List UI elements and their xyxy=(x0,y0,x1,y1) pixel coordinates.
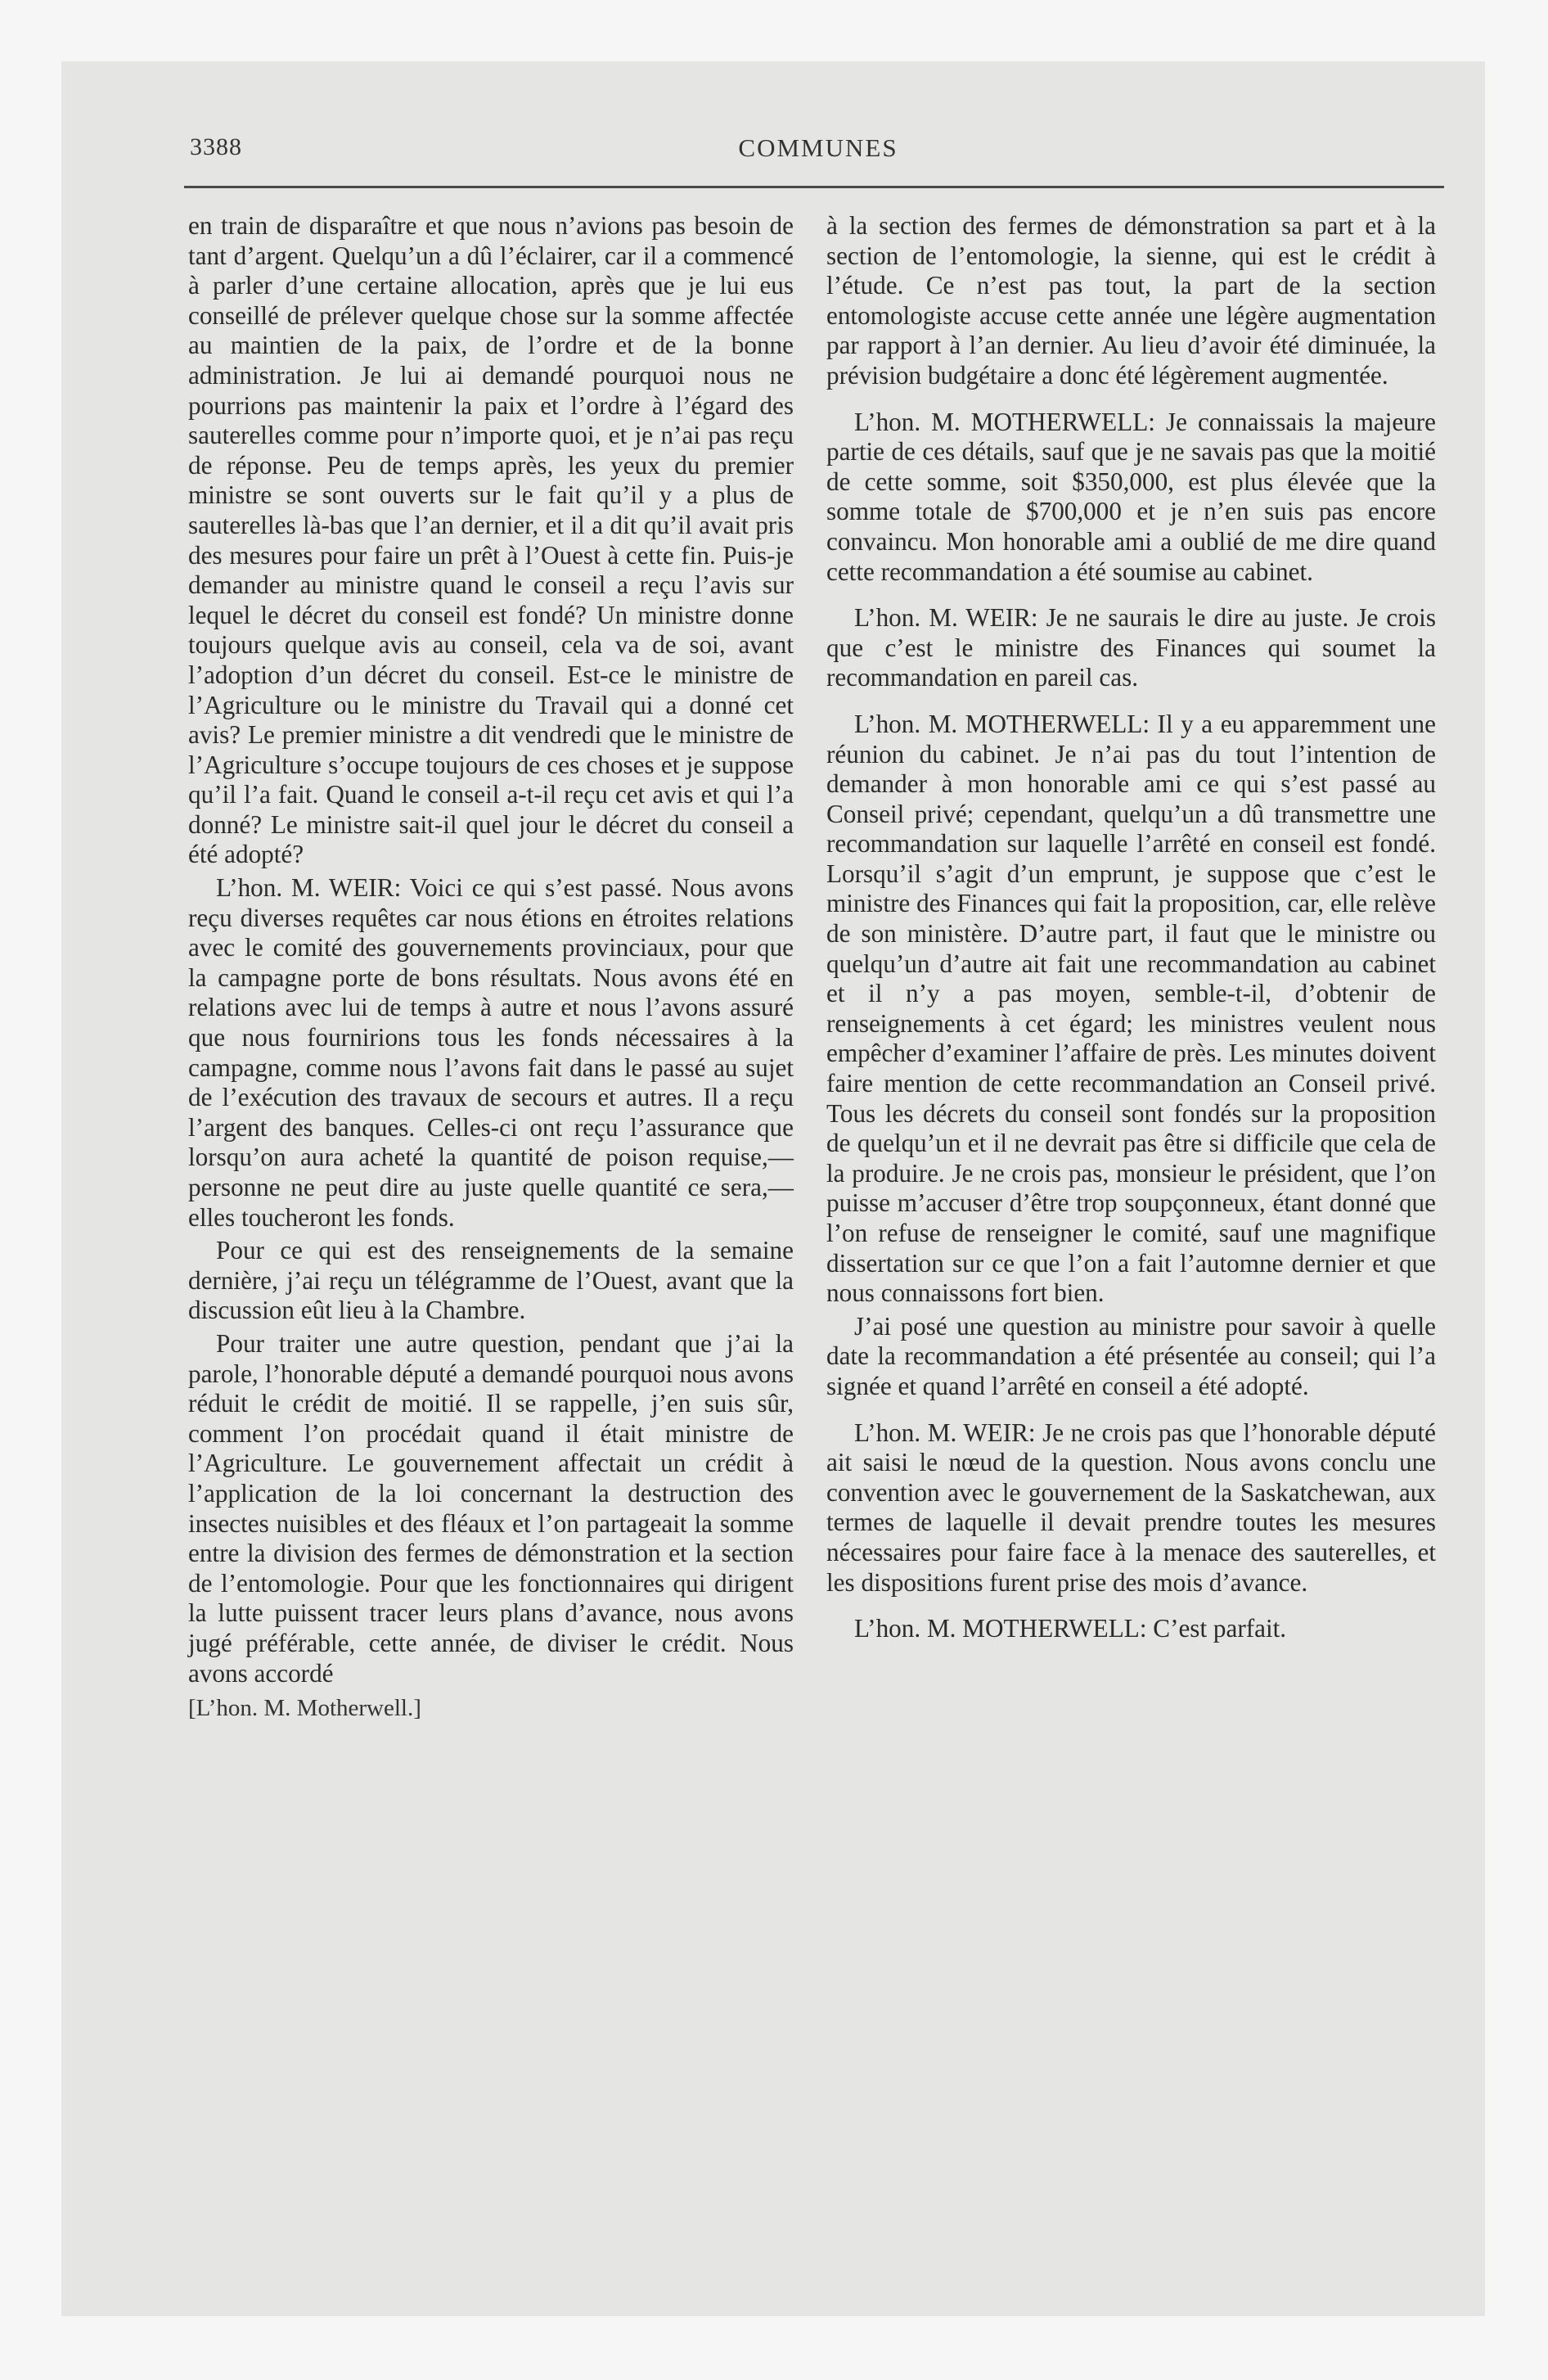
page-number: 3388 xyxy=(190,133,242,160)
right-paragraph-6: L’hon. M. WEIR: Je ne crois pas que l’honorable député ait saisi le nœud de la question. Nous avons conclu une convention avec le gouvernement de la Saskatchewan, aux termes de laquelle il devait prendre toutes les mesures nécessaires pour faire face à la menace des sauterelles, et les dispositions furent prise des mois d’avance. xyxy=(826,1418,1436,1597)
right-paragraph-2: L’hon. M. MOTHERWELL: Je connaissais la majeure partie de ces détails, sauf que je ne savais pas que la moitié de cette somme, soit $350,000, est plus élevée que la somme totale de $700,000 et je n’en suis pas encore convaincu. Mon honorable ami a oublié de me dire quand cette recommandation a été soumise au cabinet. xyxy=(826,407,1436,586)
left-column xyxy=(188,211,794,1724)
left-paragraph-2: L’hon. M. WEIR: Voici ce qui s’est passé. Nous avons reçu diverses requêtes car nous étions en étroites relations avec le comité des gouvernements provinciaux, pour que la campagne porte de bons résultats. Nous avons été en relations avec lui de temps à autre et nous l’avons assuré que nous fournirions tous les fonds nécessaires à la campagne, comme nous l’avons fait dans le passé au sujet de l’exécution des travaux de secours et autres. Il a reçu l’argent des banques. Celles-ci ont reçu l’assurance que lorsqu’on aura acheté la quantité de poison requise,—personne ne peut dire au juste quelle quantité ce sera,—elles toucheront les fonds. xyxy=(188,873,794,1232)
right-column xyxy=(826,211,1436,1644)
left-paragraph-3: Pour ce qui est des renseignements de la semaine dernière, j’ai reçu un télégramme de l’Ouest, avant que la discussion eût lieu à la Chambre. xyxy=(188,1236,794,1325)
left-paragraph-4: Pour traiter une autre question, pendant que j’ai la parole, l’honorable député a demandé pourquoi nous avons réduit le crédit de moitié. Il se rappelle, j’en suis sûr, comment l’on procédait quand il était ministre de l’Agriculture. Le gouvernement affectait un crédit à l’application de la loi concernant la destruction des insectes nuisibles et des fléaux et l’on partageait la somme entre la division des fermes de démonstration et la section de l’entomologie. Pour que les fonctionnaires qui dirigent la lutte puissent tracer leurs plans d’avance, nous avons jugé préférable, cette année, de diviser le crédit. Nous avons accordé xyxy=(188,1328,794,1688)
left-paragraph-1: en train de disparaître et que nous n’avions pas besoin de tant d’argent. Quelqu’un a dû l’éclairer, car il a commencé à parler d’une certaine allocation, après que je lui eus conseillé de prélever quelque chose sur la somme affectée au maintien de la paix, de l’ordre et de la bonne administration. Je lui ai demandé pourquoi nous ne pourrions pas maintenir la paix et l’ordre à l’égard des sauterelles comme pour n’importe quoi, et je n’ai pas reçu de réponse. Peu de temps après, les yeux du premier ministre se sont ouverts sur le fait qu’il y a plus de sauterelles là-bas que l’an dernier, et il a dit qu’il avait pris des mesures pour faire un prêt à l’Ouest à cette fin. Puis-je demander au ministre quand le conseil a reçu l’avis sur lequel le décret du conseil est fondé? Un ministre donne toujours quelque avis au conseil, cela va de soi, avant l’adoption d’un décret du conseil. Est-ce le ministre de l’Agriculture ou le ministre du Travail qui a donné cet avis? Le premier ministre a dit vendredi que le ministre de l’Agriculture s’occupe toujours de ces choses et je suppose qu’il l’a fait. Quand le conseil a-t-il reçu cet avis et qui l’a donné? Le ministre sait-il quel jour le décret du conseil a été adopté? xyxy=(188,211,794,869)
header-rule xyxy=(184,186,1444,188)
running-head: COMMUNES xyxy=(738,133,898,162)
speaker-footer-tag: [L’hon. M. Motherwell.] xyxy=(188,1695,421,1722)
right-paragraph-3: L’hon. M. WEIR: Je ne saurais le dire au juste. Je crois que c’est le ministre des Finances qui soumet la recommandation en pareil cas. xyxy=(826,603,1436,692)
right-paragraph-4: L’hon. M. MOTHERWELL: Il y a eu apparemment une réunion du cabinet. Je n’ai pas du tout l’intention de demander à mon honorable ami ce qui s’est passé au Conseil privé; cependant, quelqu’un a dû transmettre une recommandation sur laquelle l’arrêté en conseil est fondé. Lorsqu’il s’agit d’un emprunt, je suppose que c’est le ministre des Finances qui fait la proposition, car, elle relève de son ministère. D’autre part, il faut que le ministre ou quelqu’un d’autre ait fait une recommandation au cabinet et il n’y a pas moyen, semble-t-il, d’obtenir de renseignements à cet égard; les ministres veulent nous empêcher d’examiner l’affaire de près. Les minutes doivent faire mention de cette recommandation an Conseil privé. Tous les décrets du conseil sont fondés sur la proposition de quelqu’un et il ne devrait pas être si difficile que cela de la produire. Je ne crois pas, monsieur le président, que l’on puisse m’accuser d’être trop soupçonneux, étant donné que l’on refuse de renseigner le comité, sauf une magnifique dissertation sur ce que l’on a fait l’automne dernier et que nous connaissons fort bien. xyxy=(826,709,1436,1308)
right-paragraph-5: J’ai posé une question au ministre pour savoir à quelle date la recommandation a été présentée au conseil; qui l’a signée et quand l’arrêté en conseil a été adopté. xyxy=(826,1311,1436,1400)
right-paragraph-7: L’hon. M. MOTHERWELL: C’est parfait. xyxy=(854,1614,1287,1643)
right-paragraph-1: à la section des fermes de démonstration sa part et à la section de l’entomologie, la sienne, qui est le crédit à l’étude. Ce n’est pas tout, la part de la section entomologiste accuse cette année une légère augmentation par rapport à l’an dernier. Au lieu d’avoir été diminuée, la prévision budgétaire a donc été légèrement augmentée. xyxy=(826,211,1436,390)
